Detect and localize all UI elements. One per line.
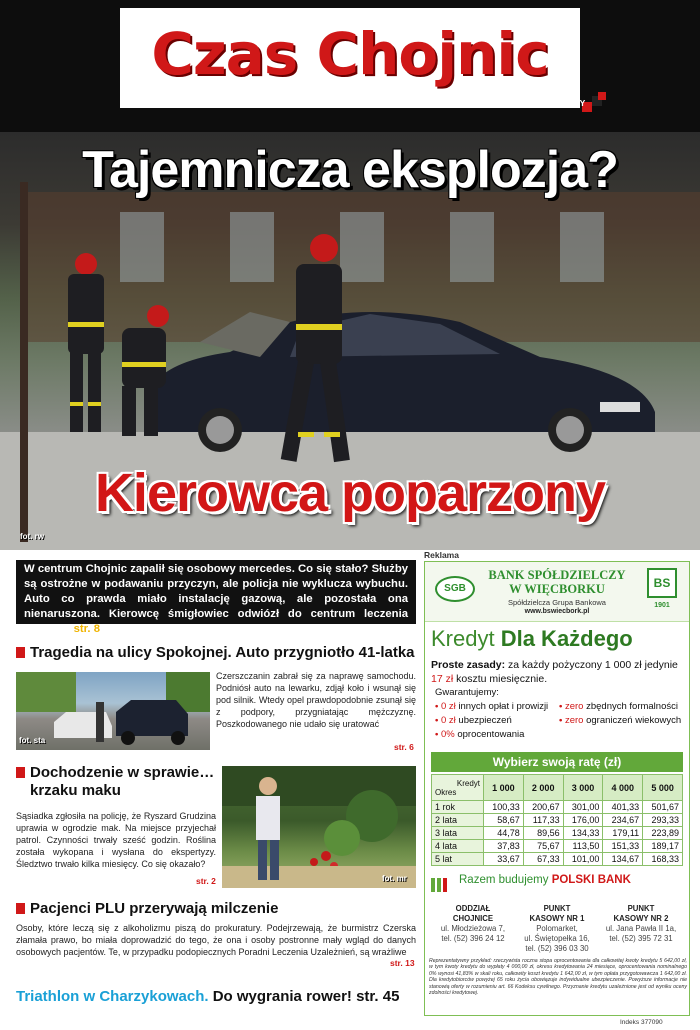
branch-kasa-1 [515,904,599,954]
table-cell: 44,78 [484,827,524,840]
bank-name-line2: W WIĘCBORKU [509,582,605,596]
article-title-text: Pacjenci PLU przerywają milczenie [30,900,279,917]
sub-headline: Kierowca poparzony [94,463,606,523]
table-cell: 151,33 [603,840,643,853]
guarantee-text: ubezpieczeń [455,715,512,726]
table-cell: 168,33 [643,853,683,866]
table-cell: 67,33 [523,853,563,866]
row-label: 3 lata [432,827,484,840]
bank-advertisement[interactable] [424,561,690,1016]
article-page-ref[interactable]: str. 6 [394,742,414,752]
branch-chojnice [431,904,515,944]
rate-table-title: Wybierz swoją ratę (zł) [431,752,683,772]
article-title-text: Tragedia na ulicy Spokojnej. Auto przygniotło 41-latka [30,644,415,661]
table-cell: 117,33 [523,814,563,827]
triathlon-teaser[interactable] [16,988,399,1005]
rate-table [431,774,683,866]
burnt-car-illustration [140,302,660,452]
column-header: 5 000 [643,775,683,801]
issue-date: 11 czerwca 2015 roku nr [122,97,212,106]
guarantee-item: • 0 zł innych opłat i prowizji [435,701,549,712]
article-title-line2: krzaku maku [30,782,121,799]
ad-header [425,562,689,622]
table-row [432,801,683,814]
article-body: Sąsiadka zgłosiła na policję, że Ryszard Grudzina uprawia w ogrodzie mak. Na miejsce przyjechał patrol. Czynności trwały sześć godzin. Roślina została wykopana i wysłana do ekspertyzy. Śledztwo trwało kilka miesięcy. Co się okazało? [16,811,216,869]
article-body: Osoby, które leczą się z alkoholizmu piszą do prokuratury. Podejrzewają, że burmistrz Czerska złamała prawo, bo miała doprowadzić do tego, że ona i osoby postronne mały wgląd do danych osobowych pacjentów. Te, w przypadku podopiecznych Poradni Leczenia Uzależnień, są wrażliwe [16,923,416,957]
bank-name [477,568,637,596]
table-cell: 234,67 [603,814,643,827]
bs-year: 1901 [654,602,670,609]
branch-type: PUNKT [543,904,571,913]
table-row [432,840,683,853]
table-cell: 113,50 [563,840,603,853]
guarantee-highlight: 0 zł [440,715,456,726]
bullet-icon [16,903,25,914]
issue-line [122,96,388,107]
bank-group: Spółdzielcza Grupa Bankowa [508,598,606,607]
branch-address: ul. Świętopełka 16, [524,934,590,943]
table-cell: 75,67 [523,840,563,853]
table-cell: 189,17 [643,840,683,853]
branch-name: KASOWY NR 1 [529,914,585,923]
guarantee-highlight: zero [564,715,584,726]
terms-cost: 17 zł [431,673,454,685]
terms-text: za każdy pożyczony 1 000 zł jedynie [505,659,678,671]
branch-type: ODDZIAŁ [455,904,491,913]
window [120,212,164,282]
kredyt-light: Kredyt [431,626,501,651]
row-label: 2 lata [432,814,484,827]
slogan [459,874,700,900]
guarantee-item: • zero zbędnych formalności [559,701,678,712]
garden-man-illustration [222,766,416,888]
article-mak[interactable] [16,764,416,888]
article-plu[interactable] [16,900,416,972]
corner-okres: Okres [435,787,457,797]
slogan-bold: POLSKI BANK [551,874,631,886]
table-row [432,814,683,827]
branch-phone: tel. (52) 396 03 30 [525,944,589,953]
branch-location: Polomarket, [536,924,578,933]
lead-text-box[interactable] [16,560,416,635]
guarantee-text: ograniczeń wiekowych [583,715,682,726]
table-cell: 100,33 [484,801,524,814]
firefighter-figure [268,232,358,472]
lead-text: W centrum Chojnic zapalił się osobowy mercedes. Co się stało? Służby są ostrożne w podawaniu przyczyn, ale policja nie wyklucza wybuchu. Auto co prawda miało instalację gazową, ale pozostała ona nienaruszona. Kierowcę śmigłowiec odwiózł do centrum leczenia oparzeń. [24,563,408,635]
kredyt-headline [431,626,633,652]
table-cell: 33,67 [484,853,524,866]
bullet-icon [16,647,25,658]
triathlon-highlight: Triathlon w Charzykowach. [16,988,209,1005]
row-label: 5 lat [432,853,484,866]
table-row [432,853,683,866]
bank-stripes-icon [431,876,453,894]
article-spokojna[interactable] [16,644,416,754]
branch-phone: tel. (52) 395 72 31 [609,934,673,943]
guarantee-text: zbędnych formalności [583,701,678,712]
photo-credit: fot. mr [382,874,407,883]
corner-kredyt: Kredyt [456,778,480,788]
lead-page-ref[interactable]: str. 8 [73,623,100,635]
guarantees [435,686,685,758]
guarantee-highlight: 0 zł [440,701,456,712]
branch-address: ul. Jana Pawła II 1a, [605,924,677,933]
guarantee-item: • zero ograniczeń wiekowych [559,715,682,726]
ad-disclaimer: Reprezentatywny przykład: rzeczywista roczna stopa oprocentowania dla całkowitej kwoty kredytu 5 642,00 zł, w tym kwoty kredytu do wypłaty 4 000,00 zł, okresu kredytowania 24 miesiące, oprocentowania nominalnego 0% wynosi 41,83% w skali roku, całkowity koszt kredytu 1 642,00 zł, w tym opłata przygotowawcza 1 642,00 zł. Dla kredytobiorców powyżej 65 roku życia obowiązuje indywidualne ubezpieczenie. Powyższe informacje nie stanowią oferty w rozumieniu art. 66 Kodeksu cywilnego. Przyznanie kredytu uzależnione jest od wyniku oceny zdolności kredytowej. [429,958,687,997]
branch-phone: tel. (52) 396 24 12 [441,934,505,943]
branch-kasa-2 [599,904,683,944]
window [560,212,604,282]
table-cell: 501,67 [643,801,683,814]
photo-credit: fot. sta [19,736,46,745]
column-header: 1 000 [484,775,524,801]
issn: ISSN 1734-0128 cena [241,97,325,106]
branch-name: KASOWY NR 2 [613,914,669,923]
table-cell: 401,33 [603,801,643,814]
window [450,212,494,282]
table-cell: 37,83 [484,840,524,853]
article-photo [16,672,210,750]
table-cell: 179,11 [603,827,643,840]
triathlon-rest: Do wygrania rower! str. 45 [208,988,400,1005]
article-body: Czerszczanin zabrał się za naprawę samochodu. Podniósł auto na lewarku, zdjął koło i wsunął się pod silnik. Wtedy opel prawdopodobnie zsunął się z podpory, przygniatając mężczyznę. Poszkodowanego nie udało się uratować [216,671,416,729]
index-number: Indeks 377090 [620,1019,663,1026]
guarantee-highlight: 0% [440,729,455,740]
sgb-logo-icon: SGB [435,576,475,602]
masthead [0,0,700,132]
rate-table-corner [432,775,484,801]
row-label: 4 lata [432,840,484,853]
loan-terms [431,658,683,686]
ad-label: Reklama [424,550,459,560]
bs-logo-icon: BS [647,568,677,598]
article-title[interactable] [16,644,416,662]
rate-table-header [432,775,683,801]
photo-credit: fot. rw [20,532,44,541]
guarantee-highlight: zero [564,701,584,712]
newspaper-title: Czas Chojnic [151,20,549,88]
price-suffix: zł (5% VAT) [344,97,389,106]
bank-website-link[interactable]: www.bswiecbork.pl [524,608,590,615]
guarantee-item: • 0% oprocentowania [435,729,525,740]
table-cell: 89,56 [523,827,563,840]
guarantee-text: innych opłat i prowizji [455,701,549,712]
terms-label: Proste zasady: [431,659,506,671]
bank-name-line1: BANK SPÓŁDZIELCZY [488,568,626,582]
weekly-label: TYGODNIK LOKALNY [494,98,586,108]
branch-address: ul. Młodzieżowa 7, [440,924,506,933]
bullet-icon [16,767,25,778]
table-cell: 176,00 [563,814,603,827]
table-cell: 301,00 [563,801,603,814]
guarantees-title: Gwarantujemy: [435,687,499,698]
branch-type: PUNKT [627,904,655,913]
article-page-ref[interactable]: str. 13 [390,958,415,968]
logo[interactable] [120,8,580,108]
column-header: 2 000 [523,775,563,801]
firefighter-figure [108,302,178,442]
guarantee-text: oprocentowania [454,729,525,740]
row-label: 1 rok [432,801,484,814]
terms-end: kosztu miesięcznie. [453,673,548,685]
hero-photo[interactable] [0,132,700,550]
column-header: 4 000 [603,775,643,801]
table-cell: 223,89 [643,827,683,840]
article-page-ref[interactable]: str. 2 [196,876,216,886]
table-cell: 200,67 [523,801,563,814]
table-cell: 134,67 [603,853,643,866]
column-header: 3 000 [563,775,603,801]
table-cell: 101,00 [563,853,603,866]
branch-name: CHOJNICE [452,914,494,923]
slogan-light: Razem budujemy [459,874,552,886]
guarantee-item: • 0 zł ubezpieczeń [435,715,512,726]
table-cell: 293,33 [643,814,683,827]
article-title[interactable] [16,900,416,918]
table-cell: 58,67 [484,814,524,827]
article-photo [222,766,416,888]
table-cell: 134,33 [563,827,603,840]
issue-number: 23/676 [211,96,242,107]
table-row [432,827,683,840]
price: 3,30 [325,96,345,107]
article-title-text: Dochodzenie w sprawie… [30,764,215,781]
kredyt-bold: Dla Każdego [500,626,633,651]
main-headline: Tajemnicza eksplozja? [82,141,618,199]
